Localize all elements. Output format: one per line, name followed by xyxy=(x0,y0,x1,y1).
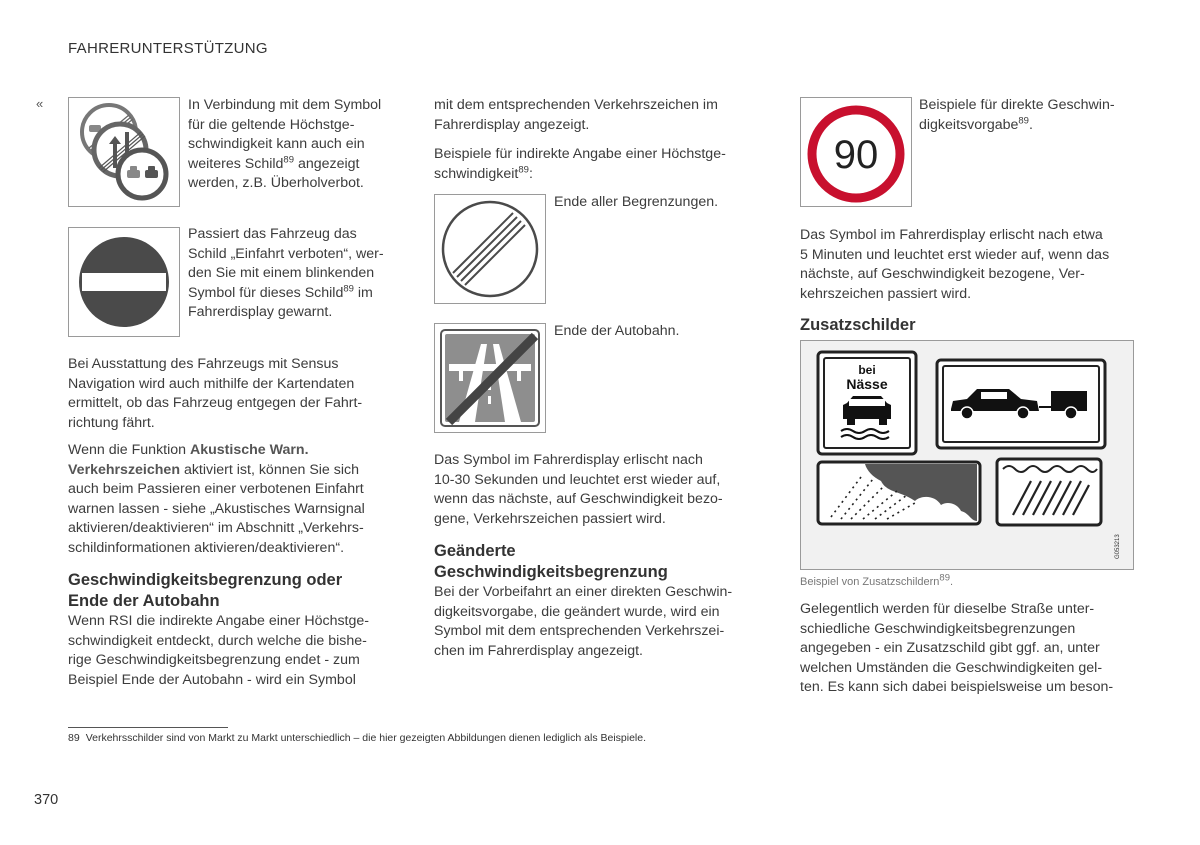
overtaking-signs-figure xyxy=(68,97,180,207)
changed-speed-paragraph: Bei der Vorbeifahrt an einer direkten Geschwin- digkeitsvorgabe, die geändert wurde, wird ein Symbol mit dem entsprechenden Verkehrszei- chen im Fahrerdisplay angezeigt. xyxy=(434,584,733,659)
col2-intro-paragraph: mit dem entsprechenden Verkehrszeichen im Fahrerdisplay angezeigt. xyxy=(434,97,718,133)
figure5-text: Beispiele für direkte Geschwin- digkeitsvorgabe$^{89}$. xyxy=(919,97,1115,133)
rsi-indirect-paragraph: Wenn RSI die indirekte Angabe einer Höchstge- schwindigkeit entdeckt, durch welche die bishe- rige Geschwindigkeitsbegrenzung endet - zum Beispiel Ende der Autobahn - wird ein Symbol xyxy=(68,613,370,688)
section-heading-changed-speed-limit: Geänderte Geschwindigkeitsbegrenzung xyxy=(434,542,668,581)
end-all-restrictions-sign-figure xyxy=(434,194,546,304)
menu-term-traffic-signs: Verkehrszeichen xyxy=(68,461,180,478)
end-all-restrictions-label: Ende aller Begrenzungen. xyxy=(554,194,719,210)
no-entry-sign-figure xyxy=(68,227,180,337)
figure-caption: Beispiel von Zusatzschildern$^{89}$. xyxy=(800,572,954,588)
menu-term-acoustic-warning: Akustische Warn. xyxy=(189,442,309,458)
section-heading-additional-signs: Zusatzschilder xyxy=(800,316,916,334)
navigation-paragraph: Bei Ausstattung des Fahrzeugs mit Sensus Navigation wird auch mithilfe der Kartendaten ermittelt, ob das Fahrzeug entgegen der Fahrt- richtung fährt. xyxy=(68,356,363,431)
acoustic-warning-paragraph: Wenn die Funktion Akustische Warn. Verkehrszeichen aktiviert ist, können Sie sich auch beim Passieren einer verbotenen Einfahrt warnen lassen - siehe „Akustisches Warnsignal aktivieren/deaktivieren“ im Abschnitt „Verkehrs- schildinformationen aktivieren/deaktivieren“. xyxy=(68,442,365,556)
footnote xyxy=(68,732,646,744)
footnote-ref[interactable]: 89 xyxy=(1018,114,1029,126)
additional-signs-paragraph: Gelegentlich werden für dieselbe Straße unter- schiedliche Geschwindigkeitsbegrenzungen angegeben - ein Zusatzschild gibt ggf. an, unter welchen Umständen die Geschwindigkeiten gel- ten. Es kann sich dabei beispielsweise um beson- xyxy=(800,601,1114,696)
section-heading-speed-limit-end: Geschwindigkeitsbegrenzung oder Ende der Autobahn xyxy=(68,571,343,610)
speed-limit-90-sign-figure xyxy=(800,97,912,207)
sign-text-bei: bei xyxy=(858,363,876,377)
end-of-motorway-label: Ende der Autobahn. xyxy=(554,323,680,339)
footnote-number: 89 xyxy=(68,732,80,744)
figure2-text: Passiert das Fahrzeug das Schild „Einfahrt verboten“, wer- den Sie mit einem blinkenden Symbol für dieses Schild$^{89}$ im Fahrerdisplay gewarnt. xyxy=(188,226,384,321)
display-timeout-paragraph: Das Symbol im Fahrerdisplay erlischt nach 10-30 Sekunden und leuchtet erst wieder auf, wenn das nächste, auf Geschwindigkeit bezo- gene, Verkehrszeichen passiert wird. xyxy=(434,452,723,527)
page-number: 370 xyxy=(34,792,59,808)
footnote-divider xyxy=(68,727,228,728)
sign-text-naesse: Nässe xyxy=(846,376,888,392)
back-arrows-icon[interactable]: « xyxy=(36,96,42,111)
figure-code: G053213 xyxy=(1115,534,1121,559)
footnote-ref[interactable]: 89 xyxy=(939,572,950,584)
footnote-ref[interactable]: 89 xyxy=(283,154,294,166)
footnote-text: Verkehrsschilder sind von Markt zu Markt unterschiedlich – die hier gezeigten Abbildungen dienen lediglich als Beispiele. xyxy=(85,732,647,744)
footnote-ref[interactable]: 89 xyxy=(518,163,529,175)
direct-speed-paragraph: Das Symbol im Fahrerdisplay erlischt nach etwa 5 Minuten und leuchtet erst wieder auf, wenn das nächste, auf Geschwindigkeit bezogene, Ver- kehrszeichen passiert wird. xyxy=(800,227,1110,302)
figure1-text: In Verbindung mit dem Symbol für die geltende Höchstge- schwindigkeit kann auch ein weiteres Schild$^{89}$ angezeigt werden, z.B. Überholverbot. xyxy=(188,97,382,192)
indirect-examples-paragraph: Beispiele für indirekte Angabe einer Höchstge- schwindigkeit$^{89}$: xyxy=(434,146,726,182)
end-of-motorway-sign-figure xyxy=(434,323,546,433)
additional-signs-figure xyxy=(800,340,1134,570)
speed-value: 90 xyxy=(833,133,879,177)
footnote-ref[interactable]: 89 xyxy=(343,283,354,295)
page-header-title: FAHRERUNTERSTÜTZUNG xyxy=(68,40,268,57)
